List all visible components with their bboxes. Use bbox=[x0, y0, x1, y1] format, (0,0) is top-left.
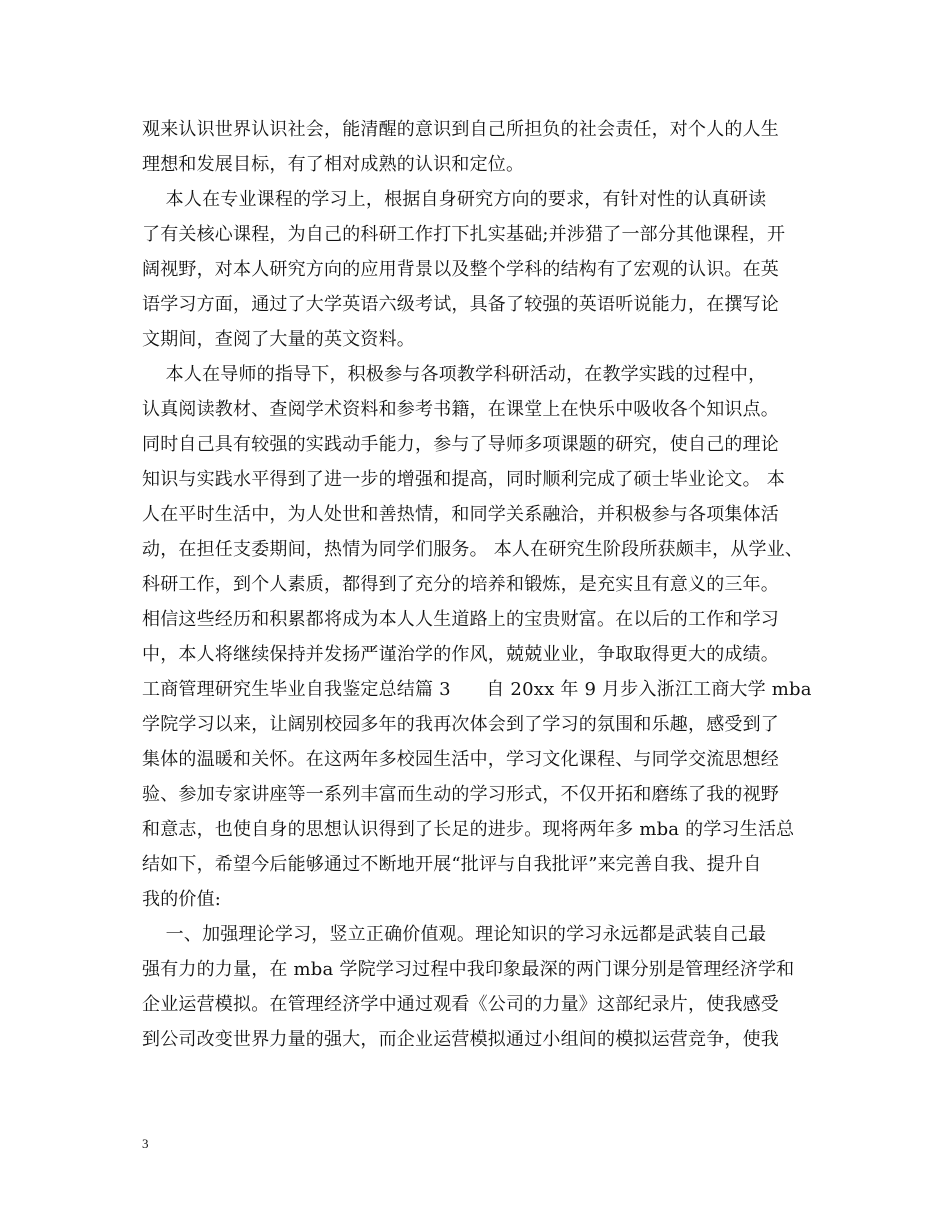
text-line: 本人在专业课程的学习上，根据自身研究方向的要求，有针对性的认真研读 bbox=[142, 189, 767, 210]
text-line: 本人在导师的指导下，积极参与各项教学科研活动，在教学实践的过程中， bbox=[142, 364, 767, 385]
text-line: 集体的温暖和关怀。在这两年多校园生活中，学习文化课程、与同学交流思想经 bbox=[142, 749, 779, 770]
text-line: 了有关核心课程，为自己的科研工作打下扎实基础;并涉猎了一部分其他课程，开 bbox=[142, 224, 786, 245]
text-line: 一、加强理论学习，竖立正确价值观。理论知识的学习永远都是武装自己最 bbox=[142, 924, 767, 945]
text-line: 知识与实践水平得到了进一步的增强和提高，同时顺利完成了硕士毕业论文。 本 bbox=[142, 469, 785, 490]
text-line: 文期间，查阅了大量的英文资料。 bbox=[142, 329, 415, 350]
text-line: 语学习方面，通过了大学英语六级考试，具备了较强的英语听说能力，在撰写论 bbox=[142, 294, 779, 315]
text-line: 我的价值: bbox=[142, 889, 222, 910]
text-line: 阔视野，对本人研究方向的应用背景以及整个学科的结构有了宏观的认识。在英 bbox=[142, 259, 779, 280]
text-line: 企业运营模拟。在管理经济学中通过观看《公司的力量》这部纪录片，使我感受 bbox=[142, 994, 779, 1015]
text-line: 理想和发展目标，有了相对成熟的认识和定位。 bbox=[142, 154, 525, 175]
text-line: 观来认识世界认识社会，能清醒的意识到自己所担负的社会责任，对个人的人生 bbox=[142, 119, 779, 140]
section-heading-line: 工商管理研究生毕业自我鉴定总结篇 3 自 20xx 年 9 月步入浙江工商大学 mba bbox=[142, 679, 812, 700]
text-line: 学院学习以来，让阔别校园多年的我再次体会到了学习的氛围和乐趣，感受到了 bbox=[142, 714, 779, 735]
text-line: 相信这些经历和积累都将成为本人人生道路上的宝贵财富。在以后的工作和学习 bbox=[142, 609, 779, 630]
text-line: 动，在担任支委期间，热情为同学们服务。 本人在研究生阶段所获颇丰，从学业、 bbox=[142, 539, 804, 560]
text-line: 科研工作，到个人素质，都得到了充分的培养和锻炼，是充实且有意义的三年。 bbox=[142, 574, 779, 595]
text-line: 同时自己具有较强的实践动手能力，参与了导师多项课题的研究，使自己的理论 bbox=[142, 434, 779, 455]
page-number: 3 bbox=[142, 1136, 149, 1151]
text-line: 强有力的力量，在 mba 学院学习过程中我印象最深的两门课分别是管理经济学和 bbox=[142, 959, 795, 980]
text-line: 结如下，希望今后能够通过不断地开展“批评与自我批评”来完善自我、提升自 bbox=[142, 854, 762, 875]
text-line: 和意志，也使自身的思想认识得到了长足的进步。现将两年多 mba 的学习生活总 bbox=[142, 819, 795, 840]
text-line: 中，本人将继续保持并发扬严谨治学的作风，兢兢业业，争取取得更大的成绩。 bbox=[142, 644, 779, 665]
text-line: 认真阅读教材、查阅学术资料和参考书籍，在课堂上在快乐中吸收各个知识点。 bbox=[142, 399, 779, 420]
text-line: 验、参加专家讲座等一系列丰富而生动的学习形式，不仅开拓和磨练了我的视野 bbox=[142, 784, 779, 805]
text-line: 人在平时生活中，为人处世和善热情，和同学关系融洽，并积极参与各项集体活 bbox=[142, 504, 779, 525]
text-line: 到公司改变世界力量的强大，而企业运营模拟通过小组间的模拟运营竞争，使我 bbox=[142, 1029, 779, 1050]
